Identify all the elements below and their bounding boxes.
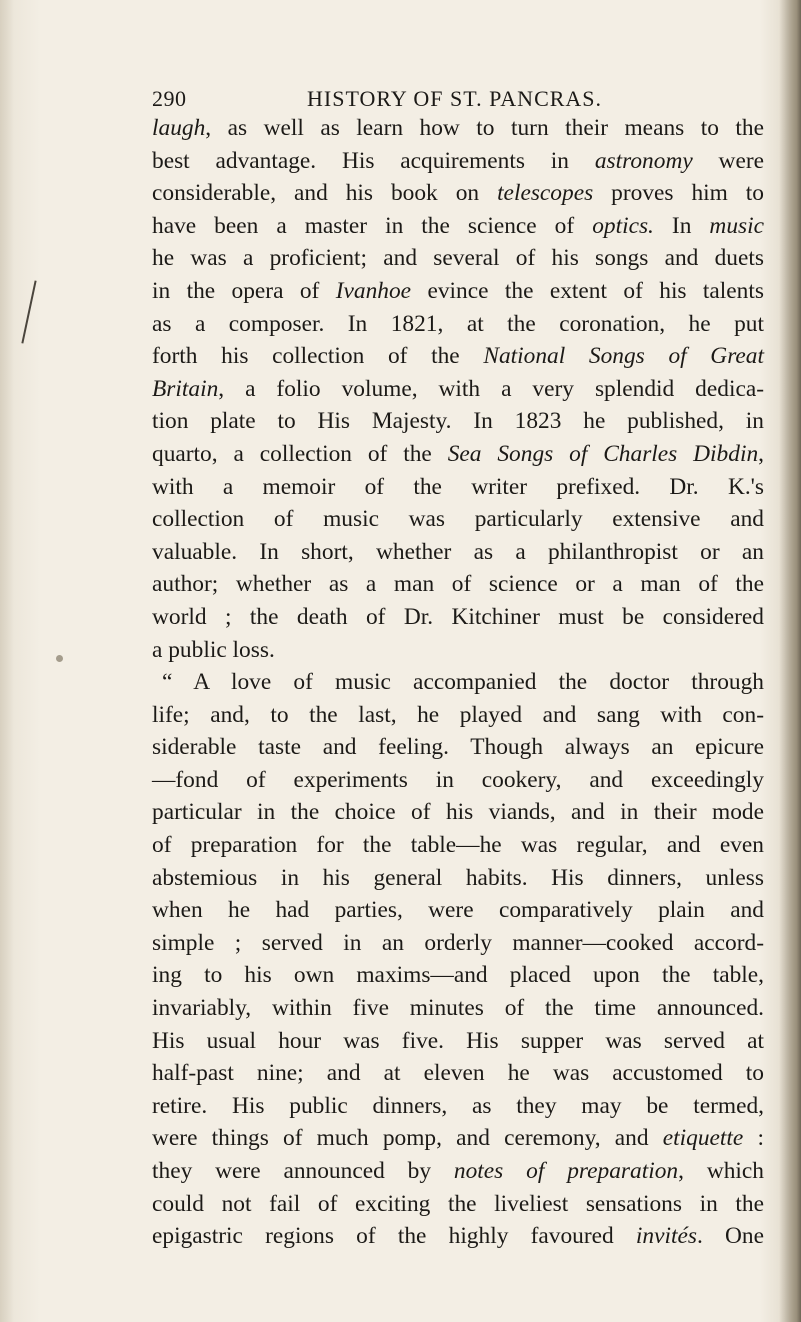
paper-spot <box>56 655 63 662</box>
text-run: life; and, to the last, he played and sang with con- <box>152 701 764 728</box>
text-line <box>152 731 764 764</box>
text-line <box>152 862 764 895</box>
text-line <box>152 275 764 308</box>
text-run: , as well as learn how to turn their means to the <box>205 115 764 141</box>
italic-text: astronomy <box>594 147 693 174</box>
text-line <box>152 471 764 504</box>
italic-text: laugh <box>152 115 206 141</box>
italic-text: music <box>709 212 764 239</box>
text-run: half-past nine; and at eleven he was accustomed to <box>152 1060 764 1087</box>
text-run: epigastric regions of the highly favoured <box>152 1223 636 1250</box>
italic-text: Britain <box>152 375 219 402</box>
text-run: forth his collection of the <box>152 343 484 370</box>
italic-text: telescopes <box>497 180 594 207</box>
text-run: , <box>758 440 765 467</box>
page-number: 290 <box>152 86 187 111</box>
text-run: when he had parties, were comparatively plain and <box>152 897 764 924</box>
text-line <box>152 145 764 178</box>
text-line <box>152 536 764 569</box>
italic-text: Ivanhoe <box>335 277 412 304</box>
text-run: , a folio volume, with a very splendid dedica- <box>218 375 764 402</box>
text-run: proves him to <box>593 180 764 207</box>
text-run: author; whether as a man of science or a man of the <box>152 571 764 598</box>
text-line <box>152 340 764 373</box>
text-run: best advantage. His acquirements in <box>152 147 595 174</box>
margin-pencil-mark <box>21 280 36 343</box>
text-run: ing to his own maxims—and placed upon the table, <box>152 962 764 989</box>
text-line <box>152 601 764 634</box>
text-line <box>152 373 764 406</box>
text-line <box>152 927 764 960</box>
text-line <box>152 568 764 601</box>
italic-text: notes of preparation <box>453 1158 679 1184</box>
text-line <box>152 764 764 797</box>
text-run: have been a master in the science of <box>152 212 593 239</box>
italic-text: optics. <box>592 212 654 239</box>
running-head: HISTORY OF ST. PANCRAS. <box>307 86 603 111</box>
text-line <box>152 634 764 667</box>
italic-text: invités <box>635 1223 697 1250</box>
text-line <box>152 438 764 471</box>
text-line <box>152 796 764 829</box>
text-line <box>152 1188 764 1221</box>
text-run: with a memoir of the writer prefixed. Dr. K.'s <box>152 473 764 500</box>
text-run: collection of music was particularly extensive and <box>152 506 764 533</box>
page-left-edge-shadow <box>0 0 14 1322</box>
text-run: he was a proficient; and several of his songs and duets <box>152 245 764 272</box>
text-run: In <box>653 212 710 239</box>
text-line <box>152 112 764 145</box>
italic-text: National Songs of Great <box>483 343 764 370</box>
text-run: evince the extent of his talents <box>411 277 764 304</box>
text-line <box>152 308 764 341</box>
italic-text: Sea Songs of Charles Dibdin <box>447 440 759 467</box>
text-run: were <box>692 147 764 174</box>
text-run: “ A love of music accompanied the doctor through <box>162 669 764 696</box>
text-line <box>152 1220 764 1253</box>
text-run: : <box>743 1125 764 1152</box>
text-run: quarto, a collection of the <box>152 440 448 467</box>
text-run: a public loss. <box>152 636 275 663</box>
body-text <box>152 112 764 1253</box>
text-run: particular in the choice of his viands, and in their mode <box>152 799 764 826</box>
text-line <box>152 405 764 438</box>
text-run: —fond of experiments in cookery, and exceedingly <box>152 766 764 793</box>
page-gutter-shadow <box>779 0 801 1322</box>
text-line <box>152 210 764 243</box>
text-run: considerable, and his book on <box>152 180 498 207</box>
text-run: as a composer. In 1821, at the coronation, he put <box>152 310 764 337</box>
text-run: . One <box>696 1223 764 1250</box>
text-line <box>152 1122 764 1155</box>
text-run: retire. His public dinners, as they may be termed, <box>152 1092 764 1119</box>
text-line <box>152 242 764 275</box>
text-run: of preparation for the table—he was regular, and even <box>152 832 764 859</box>
text-run: they were announced by <box>152 1158 454 1184</box>
text-run: valuable. In short, whether as a philanthropist or an <box>152 538 764 565</box>
text-run: abstemious in his general habits. His dinners, unless <box>152 864 764 891</box>
text-line <box>152 1090 764 1123</box>
text-run: were things of much pomp, and ceremony, and <box>152 1125 663 1152</box>
text-line <box>152 1025 764 1058</box>
text-line <box>152 666 764 699</box>
text-line <box>152 503 764 536</box>
text-run: could not fail of exciting the liveliest sensations in the <box>152 1190 764 1217</box>
text-line <box>152 959 764 992</box>
text-run: tion plate to His Majesty. In 1823 he published, in <box>152 408 764 435</box>
italic-text: etiquette <box>662 1125 744 1152</box>
text-line <box>152 829 764 862</box>
text-line <box>152 1155 764 1188</box>
text-run: siderable taste and feeling. Though always an epicure <box>152 734 764 761</box>
text-run: His usual hour was five. His supper was served at <box>152 1027 764 1054</box>
text-line <box>152 894 764 927</box>
text-line <box>152 992 764 1025</box>
text-run: simple ; served in an orderly manner—cooked accord- <box>152 929 764 956</box>
text-run: world ; the death of Dr. Kitchiner must be considered <box>152 603 764 630</box>
text-line <box>152 699 764 732</box>
text-run: , which <box>678 1158 764 1184</box>
text-line <box>152 1057 764 1090</box>
text-run: in the opera of <box>152 277 336 304</box>
text-run: invariably, within five minutes of the time announced. <box>152 995 764 1022</box>
text-line <box>152 177 764 210</box>
